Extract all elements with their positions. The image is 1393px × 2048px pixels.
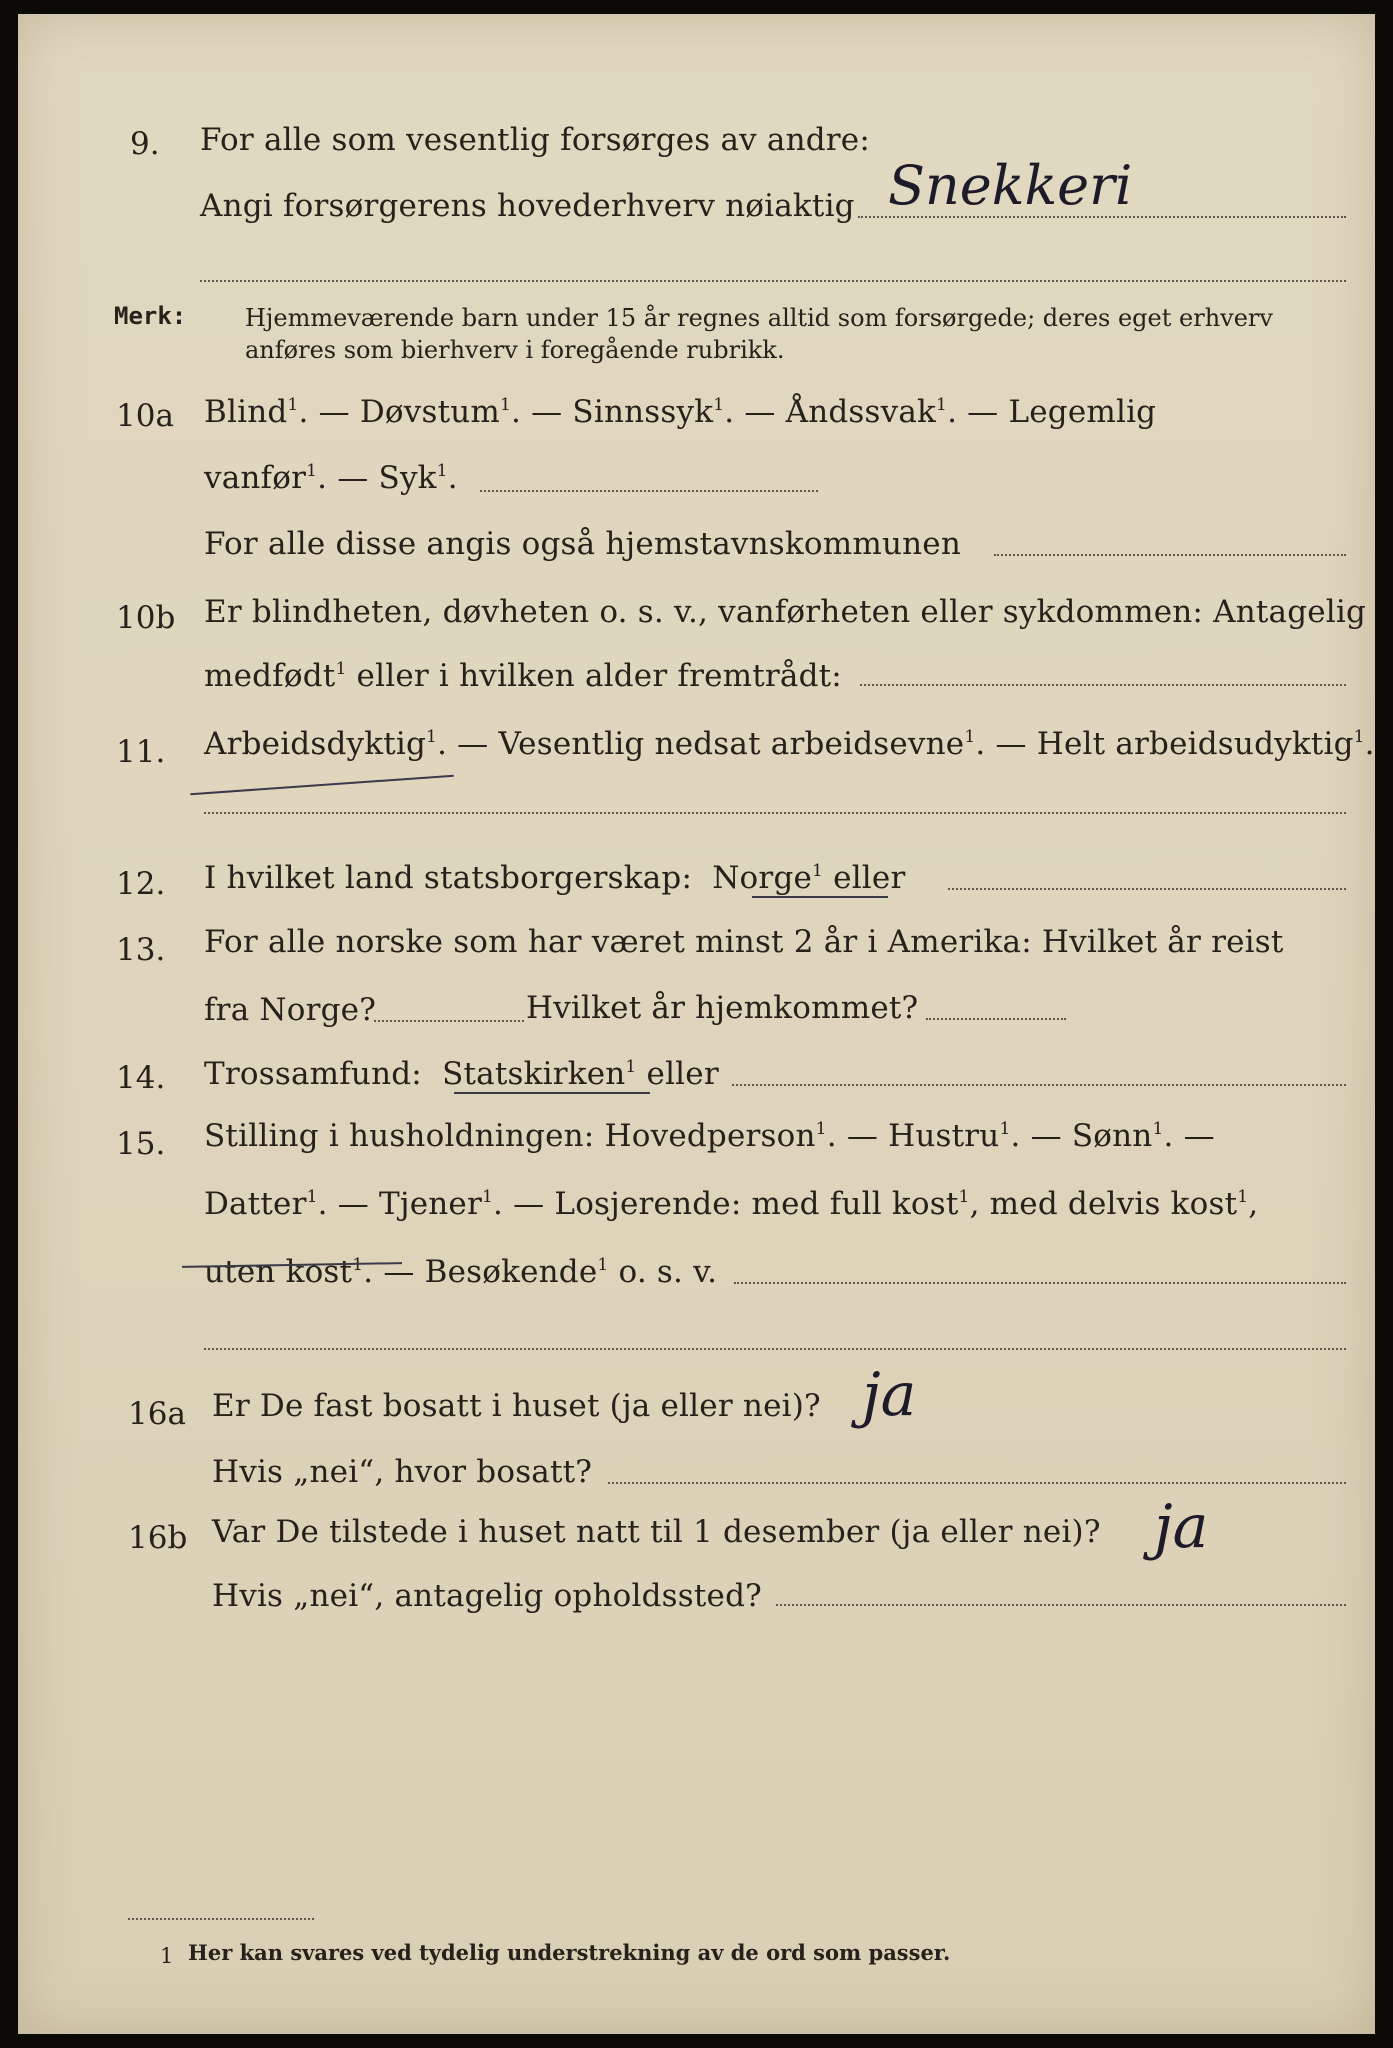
q13-reist-line — [374, 1020, 524, 1022]
q10b-line2: medfødt$^1$ eller i hvilken alder fremtrådt: — [204, 658, 842, 694]
q13-number: 13. — [116, 932, 166, 968]
q10a-number: 10a — [116, 398, 174, 434]
q16a-handwritten-answer: ja — [862, 1360, 917, 1430]
q14-handwritten-underline — [454, 1092, 650, 1094]
q10a-kommune-line — [994, 554, 1346, 556]
q11-line: Arbeidsdyktig$^1$. — Vesentlig nedsat arbeidsevne$^1$. — Helt arbeidsudyktig$^1$. — [204, 726, 1375, 762]
q12-line: I hvilket land statsborgerskap: Norge$^1$ eller — [204, 860, 906, 896]
q16b-line2: Hvis „nei“, antagelig opholdssted? — [212, 1578, 762, 1614]
q16a-line2: Hvis „nei“, hvor bosatt? — [212, 1454, 593, 1490]
merk-label: Merk: — [114, 302, 187, 330]
q16b-answer-line — [776, 1604, 1346, 1606]
q9-extra-line — [200, 280, 1346, 282]
q13-line2b: Hvilket år hjemkommet? — [526, 990, 919, 1026]
q16b-number: 16b — [128, 1520, 188, 1556]
q16a-number: 16a — [128, 1396, 186, 1432]
merk-line2: anføres som bierhverv i foregående rubrikk. — [245, 336, 785, 364]
q15-extra-line — [204, 1348, 1346, 1350]
q16a-line1: Er De fast bosatt i huset (ja eller nei)? — [212, 1388, 821, 1424]
q15-answer-line — [734, 1282, 1346, 1284]
q9-handwritten-answer: Snekkeri — [888, 154, 1133, 217]
q9-line1: For alle som vesentlig forsørges av andre: — [200, 122, 870, 158]
q13-hjemkommet-line — [926, 1018, 1066, 1020]
q13-line2a: fra Norge? — [204, 992, 377, 1028]
footnote-text: Her kan svares ved tydelig understrekning av de ord som passer. — [188, 1940, 951, 1965]
q10a-line2: vanfør$^1$. — Syk$^1$. — [204, 460, 458, 496]
q10b-answer-line — [860, 684, 1346, 686]
q14-number: 14. — [116, 1060, 166, 1096]
q9-line2: Angi forsørgerens hovederhverv nøiaktig — [200, 188, 855, 224]
q14-line: Trossamfund: Statskirken$^1$ eller — [204, 1056, 719, 1092]
q15-line3: uten kost$^1$. — Besøkende$^1$ o. s. v. — [204, 1254, 718, 1290]
q16a-answer-line — [608, 1482, 1346, 1484]
q12-handwritten-underline — [752, 896, 888, 898]
q15-line1: Stilling i husholdningen: Hovedperson$^1$. — Hustru$^1$. — Sønn$^1$. — — [204, 1118, 1215, 1154]
q13-line1: For alle norske som har været minst 2 år i Amerika: Hvilket år reist — [204, 924, 1284, 960]
q11-handwritten-underline — [190, 775, 453, 795]
footnote-rule — [128, 1918, 314, 1920]
q14-answer-line — [732, 1084, 1346, 1086]
q11-extra-line — [204, 812, 1346, 814]
q10b-number: 10b — [116, 600, 176, 636]
q11-number: 11. — [116, 734, 166, 770]
q10a-syk-line — [480, 490, 818, 492]
q9-number: 9. — [130, 126, 160, 162]
merk-line1: Hjemmeværende barn under 15 år regnes alltid som forsørgede; deres eget erhverv — [245, 304, 1273, 332]
q10a-line1: Blind$^1$. — Døvstum$^1$. — Sinnssyk$^1$. — Åndssvak$^1$. — Legemlig — [204, 394, 1157, 430]
q15-number: 15. — [116, 1126, 166, 1162]
footnote-mark: 1 — [160, 1944, 174, 1968]
census-form-page — [18, 14, 1375, 2034]
q10b-line1: Er blindheten, døvheten o. s. v., vanførheten eller sykdommen: Antagelig — [204, 594, 1367, 630]
q15-line2: Datter$^1$. — Tjener$^1$. — Losjerende: med full kost$^1$, med delvis kost$^1$, — [204, 1186, 1259, 1222]
q16b-handwritten-answer: ja — [1154, 1492, 1209, 1562]
q10a-line3: For alle disse angis også hjemstavnskommunen — [204, 526, 961, 562]
q12-number: 12. — [116, 866, 166, 902]
q16b-line1: Var De tilstede i huset natt til 1 desember (ja eller nei)? — [212, 1514, 1101, 1550]
q12-answer-line — [948, 888, 1346, 890]
